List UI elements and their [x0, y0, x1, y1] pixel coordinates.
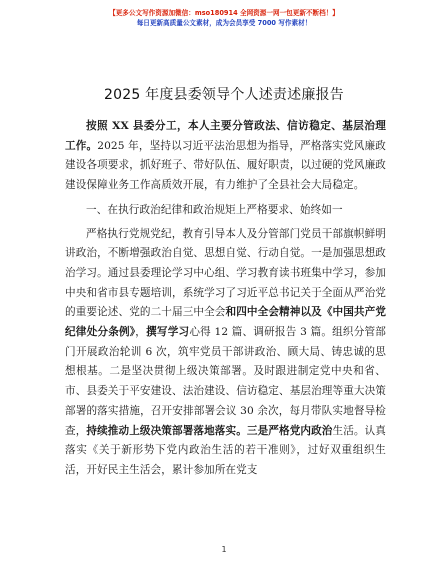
intro-lead: 按照 XX 县委分工，本人主要分管政法、信访稳定、基层治理工作。	[65, 120, 386, 152]
promo-banner	[0, 8, 448, 28]
promo-banner-line2: 每日更新高质量公文素材，成为会员享受 7000 写作素材！	[136, 19, 312, 27]
paragraph-text: ，	[135, 326, 147, 339]
paragraph-text: 生活。认真落实《关于新形势下党内政治生活的若干准则》，过好双重组织生活，开好民主生活会，累计参加所在党支	[65, 424, 386, 476]
paragraph-emphasis: 撰写学习	[146, 326, 190, 339]
paragraph-emphasis: 持续推动上级决策部署落地落实。三是严格党内政治	[86, 424, 333, 437]
page-number: 1	[221, 545, 227, 554]
paragraph-text: 严格执行党规党纪，教育引导本人及分管部门党员干部旗帜鲜明讲政治，不断增强政治自觉、思想自觉、行动自觉。一是加强思想政治学习。通过县委理论学习中心组、学习教育读书班集中学习，参加中央和省市县专题培训，系统学习了习近平总书记关于全面从严治党的重要论述、党的二十届三中全会	[65, 227, 386, 319]
body-paragraph	[65, 225, 386, 481]
paragraph-emphasis: 和四中全会精神以及《中国共产党纪律处分条例》	[65, 306, 387, 339]
paragraph-text: 心得 12 篇、调研报告 3 篇。组织分管部门开展政治轮训 6 次，筑牢党员干部讲政治、顾大局、铸忠诚的思想根基。二是坚决贯彻上级决策部署。及时跟进制定党中央和省、市、县委关于平安建设、法治建设、信访稳定、基层治理等重大决策部署的落实措施，召开安排部署会议 30 余次，每月带队实地督导检查，	[65, 326, 387, 437]
intro-rest: 2025 年，坚持以习近平法治思想为指导，严格落实党风廉政建设各项要求，抓好班子、带好队伍、履好职责，以过硬的党风廉政建设保障业务工作高质效开展，有力维护了全县社会大局稳定。	[65, 139, 386, 192]
promo-banner-line1: 【更多公文写作资源加微信：mso180914 全网资源一网一包更新不断档！】	[109, 9, 339, 17]
document-body	[65, 117, 386, 481]
section-heading: 一、在执行政治纪律和政治规矩上严格要求、始终如一	[86, 203, 343, 216]
intro-paragraph	[65, 117, 386, 196]
document-title: 2025 年度县委领导个人述责述廉报告	[104, 87, 344, 103]
